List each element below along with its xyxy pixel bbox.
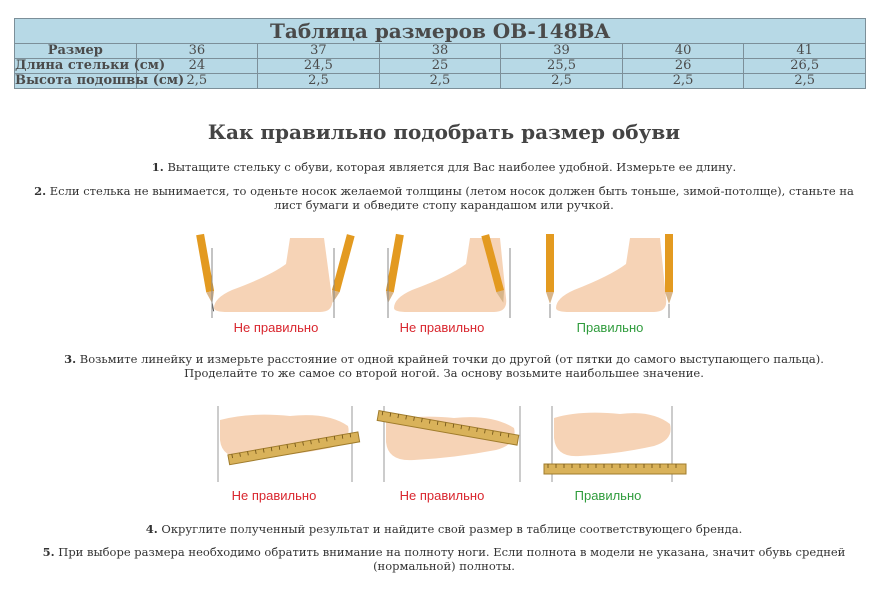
- ruler-caption-3: Правильно: [574, 488, 642, 503]
- step-number: 2.: [34, 184, 47, 198]
- table-cell: 38: [379, 44, 501, 59]
- table-cell: 26: [622, 59, 744, 74]
- table-cell: 25,5: [501, 59, 623, 74]
- table-cell: 2,5: [744, 74, 866, 89]
- step-text: Если стелька не вынимается, то оденьте носок желаемой толщины (летом носок должен быть тоньше, зимой-потолще), станьте на лист бумаги и обведите стопу карандашом или ручкой.: [49, 184, 854, 212]
- table-row: [15, 44, 866, 59]
- table-cell: 24,5: [258, 59, 380, 74]
- ruler-caption-1: Не правильно: [231, 488, 317, 503]
- table-cell: 40: [622, 44, 744, 59]
- pencil-illustration-2: [372, 228, 532, 323]
- row-label: Размер: [15, 44, 137, 59]
- table-cell: 2,5: [136, 74, 258, 89]
- ruler-illustration-1: [210, 404, 370, 484]
- step-text: Вытащите стельку с обуви, которая является для Вас наиболее удобной. Измерьте ее длину.: [167, 160, 737, 174]
- ruler-illustration-2: [374, 404, 534, 484]
- pencil-illustration-3: [538, 228, 688, 323]
- step-number: 5.: [42, 545, 55, 559]
- step-text: Округлите полученный результат и найдите свой размер в таблице соответствующего бренда.: [161, 522, 743, 536]
- size-table-title: Таблица размеров OB-148BA: [15, 19, 866, 44]
- table-cell: 37: [258, 44, 380, 59]
- table-cell: 2,5: [622, 74, 744, 89]
- guide-title: Как правильно подобрать размер обуви: [207, 120, 681, 144]
- ruler-caption-2: Не правильно: [399, 488, 485, 503]
- table-row: [15, 74, 866, 89]
- size-table: [14, 18, 866, 89]
- step-3: [30, 352, 858, 380]
- row-label: Высота подошвы (см): [15, 73, 185, 88]
- pencil-caption-2: Не правильно: [399, 320, 485, 335]
- step-text: Возьмите линейку и измерьте расстояние от одной крайней точки до другой (от пятки до самого выступающего пальца). Проделайте то же самое со второй ногой. За основу возьмите наибольшее значение.: [79, 352, 824, 380]
- pencil-caption-3: Правильно: [576, 320, 644, 335]
- table-cell: 2,5: [501, 74, 623, 89]
- table-cell: 26,5: [744, 59, 866, 74]
- pencil-illustration-1: [192, 228, 362, 323]
- step-2: [30, 184, 858, 212]
- step-5: [40, 545, 848, 573]
- table-cell: 24: [136, 59, 258, 74]
- row-label: Длина стельки (см): [15, 58, 166, 73]
- step-number: 3.: [64, 352, 77, 366]
- table-cell: 41: [744, 44, 866, 59]
- step-4: [20, 522, 868, 536]
- ruler-illustration-3: [540, 404, 690, 484]
- table-cell: 36: [136, 44, 258, 59]
- step-number: 4.: [145, 522, 158, 536]
- step-1: [20, 160, 868, 174]
- table-cell: 39: [501, 44, 623, 59]
- table-cell: 2,5: [258, 74, 380, 89]
- table-cell: 25: [379, 59, 501, 74]
- table-cell: 2,5: [379, 74, 501, 89]
- step-text: При выборе размера необходимо обратить внимание на полноту ноги. Если полнота в модели не указана, значит обувь средней (нормальной) полноты.: [58, 545, 846, 573]
- pencil-caption-1: Не правильно: [233, 320, 319, 335]
- table-row: [15, 59, 866, 74]
- step-number: 1.: [151, 160, 164, 174]
